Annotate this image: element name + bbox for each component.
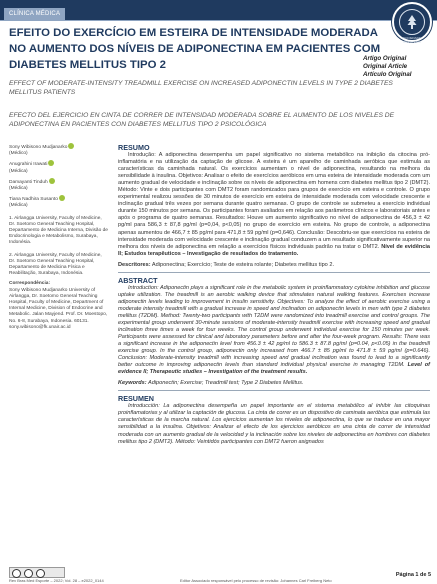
page-footer	[0, 566, 437, 584]
article-title: EFEITO DO EXERCÍCIO EM ESTEIRA DE INTENSIDADE MODERADA NO AUMENTO DOS NÍVEIS DE ADIPONECTINA EM PACIENTES COM DIABETES MELLITUS TIPO 2	[9, 27, 381, 71]
article-type	[363, 55, 431, 79]
orcid-icon[interactable]	[49, 178, 55, 184]
author-role: (Médico)	[9, 151, 28, 157]
abstract-text	[118, 285, 430, 377]
by-icon	[24, 569, 33, 578]
section-divider	[118, 390, 430, 391]
affiliation-2: 2. Airlangga University, Faculty of Medicine, Dr. Soetomo General Teaching Hospital, Departamento de Medicina Física e Reabilitação, Surabaya, Indonésia.	[9, 252, 102, 277]
society-seal-logo	[392, 2, 432, 42]
correspondence-text: Sony Wibisono Mudjanarko University of Airlangga, Dr. Soetomo General Teaching Hospital, Faculty of Medicine, Department of Internal Medicine, Division of Endocrine and Metabolic. Jalan Mayjend. Prof. Dr. Moestopo, No. 6-8, Surabaya, Indonesia. 60131. sony.wibisono@fk.unair.ac.id	[9, 287, 108, 330]
author-entry	[9, 195, 109, 209]
article-type-en: Original Article	[363, 63, 408, 70]
creative-commons-license-icon[interactable]	[9, 567, 65, 578]
author-entry	[9, 143, 109, 157]
descritores-text: Adiponectina; Exercício; Teste de esteira rolante; Diabetes mellitus tipo 2.	[151, 261, 335, 268]
section-divider	[118, 272, 430, 273]
nc-icon	[36, 569, 45, 578]
abstract-body: Introduction: Adiponectin plays a significant role in the metabolic system in proinflammatory cytokine inhibition and glucose uptake utilization. The treadmill is an aerobic walking device that stimulates natural walking features. Exercises increase adiponectin levels leading to improvement in insulin sensitivity. Objectives: To analyze the effect of aerobic exercise using a moderate intensity treadmill with a gradual increase in speed and inclination on adiponectin levels in men with type 2 diabetes mellitus (T2DM). Method: Twenty-two participants with T2DM were randomized into treadmill exercise and control groups. The experimental group underwent 30-minute sessions of moderate-intensity treadmill exercise with increasing speed and gradual inclination three times a week for four weeks. The control group underwent individual exercise for 150 minutes per week. Participants were assessed for clinical and laboratory parameters before and after the four-week program. Results: There was a significant increase in the adiponectin level from 456.3 ± 42 pg/ml to 586.3 ± 87.8 pg/ml (p=0.04, p<0.05) in the treadmill exercise group. In the control group, adiponectin only increased from 466.7 ± 85 pg/ml to 471.8 ± 59 pg/ml (p=0.646). Conclusion: Moderate-intensity treadmill with increasing speed and gradual inclination was found to lead to a significantly better outcome in improving adiponectin levels than standard individual physical exercise in managing T2DM.	[118, 284, 430, 369]
resumen-heading: RESUMEN	[118, 394, 154, 404]
author-name: Damayanti Tinduh	[9, 179, 48, 185]
orcid-icon[interactable]	[48, 160, 54, 166]
editor-note: Editor Associado responsável pelo processo de revisão: Johannes Carl Freiberg Neto	[180, 578, 332, 583]
affiliation-1: 1. Airlangga University, Faculty of Medicine, Dr. Soetomo General Teaching Hospital, Departamento de Medicina Interna, Divisão de Endocrinologia e Metabolismo, Surabaya, Indonésia.	[9, 215, 108, 246]
descritores-label: Descritores:	[118, 261, 151, 268]
subtitle-spanish: EFECTO DEL EJERCICIO EN CINTA DE CORRER DE INTENSIDAD MODERADA SOBRE EL AUMENTO DE LOS NIVELES DE ADIPONECTINA EN PACIENTES CON DIABETES MELLITUS TIPO 2 PSICOLÓGICA	[9, 112, 395, 128]
author-column	[9, 143, 109, 331]
author-name: Anugrahini Irawati	[9, 162, 48, 168]
article-type-es: Artículo Original	[363, 71, 412, 78]
keywords-text: Adiponectin; Exercise; Treadmill test; Type 2 Diabetes Mellitus.	[147, 380, 304, 387]
author-role: (Médica)	[9, 203, 28, 209]
orcid-icon[interactable]	[59, 195, 65, 201]
abstract-column	[118, 143, 430, 446]
keywords	[118, 380, 430, 387]
seal-text: SOCIEDADE BRASILEIRA	[403, 36, 421, 44]
resumo-heading: RESUMO	[118, 143, 150, 152]
abstract-heading: ABSTRACT	[118, 275, 158, 285]
article-type-pt: Artigo Original	[363, 55, 407, 62]
keywords-label: Keywords:	[118, 380, 147, 387]
orcid-icon[interactable]	[68, 143, 74, 149]
section-tag: CLÍNICA MÉDICA	[4, 8, 65, 20]
page-number: Página 1 de 5	[395, 572, 431, 578]
author-name: Tiana Nadhira Susanto	[9, 197, 58, 203]
resumo-text	[118, 152, 430, 258]
cc-icon	[12, 569, 21, 578]
author-name: Sony Wibisono Mudjanarko	[9, 145, 68, 150]
descritores	[118, 262, 430, 269]
resumo-evidence-level: Nível de evidência II; Estudos terapêuticos – Investigação de resultados do tratamento.	[118, 243, 430, 257]
journal-citation: Rev Bras Med Esporte – 2022; Vol. 28 – e2022_0144	[9, 578, 104, 583]
header-band	[0, 0, 437, 20]
header-divider	[0, 20, 437, 21]
author-entry	[9, 160, 109, 174]
author-role: (Médica)	[9, 168, 28, 174]
subtitle-english: EFFECT OF MODERATE-INTENSITY TREADMILL EXERCISE ON INCREASED ADIPONECTIN LEVELS IN TYPE 2 DIABETES MELLITUS PATIENTS	[9, 80, 393, 96]
author-entry	[9, 178, 109, 192]
correspondence-heading: Correspondência:	[9, 281, 51, 287]
resumo-body: Introdução: A adiponectina desempenha um papel significativo no sistema metabólico na inibição da citocina pró-inflamatória e na utilização da captação de glicose. A esteira é um aparelho de caminhada aeróbica que estimula as características da caminhada natural. Os exercícios aumentam o nível de adiponectina, resultando na melhora da sensibilidade à insulina. Objetivos: Analisar o efeito de exercícios aeróbicos em uma esteira de intensidade moderada com um aumento gradual de velocidade e inclinação sobre os níveis de adiponectina em homens com diabetes mellitus tipo 2 (DMT2). Método: Vinte e dois participantes com DMT2 foram randomizados para grupos de exercício em esteira e controle. O grupo experimental realizou sessões de 30 minutos de exercício em esteira de intensidade moderada com velocidade crescente e inclinação gradual três vezes por semana durante quatro semanas. O grupo de controle se submeteu a exercício individual durante 150 minutos por semana. Os participantes foram avaliados em relação aos parâmetros clínicos e laboratoriais antes e após o programa de quatro semanas. Resultados: Houve um aumento significativo no nível de adiponectina de 456,3 ± 42 pg/ml para 586,3 ± 87,8 pg/ml (p=0,04, p<0,05) no grupo de exercício em esteira. No grupo de controle, a adiponectina apenas aumentou de 466,7 ± 85 pg/ml para 471,8 ± 59 pg/ml (p=0,646). Conclusão: Descobriu-se que exercícios na esteira de intensidade moderada com velocidade crescente e inclinação gradual conduzem a um resultado significativamente superior na melhora dos níveis de adiponectina em relação a exercícios físicos individuais padrão na tratar o DMT2.	[118, 152, 430, 250]
author-role: (Médica)	[9, 186, 28, 192]
resumen-text: Introducción: La adiponectina desempeña un papel importante en el sistema metabólico al inhibir las citoquinas proinflamatorias y al utilizar la captación de glucosa. La cinta de correr es un dispositivo de caminata aeróbica que estimula las características de la marcha natural. Los ejercicios aumentan los niveles de adiponectina, lo que se traduce en una mayor sensibilidad a la insulina. Objetivos: Analizar el efecto de los ejercicios aeróbicos en una cinta de correr de intensidad moderada con un aumento gradual de la velocidad y la inclinación sobre los niveles de adiponectina en hombres con diabetes mellitus tipo 2 (DMT2). Método: Veintidós participantes con DMT2 fueron asignados	[118, 403, 430, 445]
abstract-evidence-level: Level of evidence II; Therapeutic studies – Investigation of the treatment results.	[118, 362, 430, 376]
tree-icon	[407, 15, 417, 29]
